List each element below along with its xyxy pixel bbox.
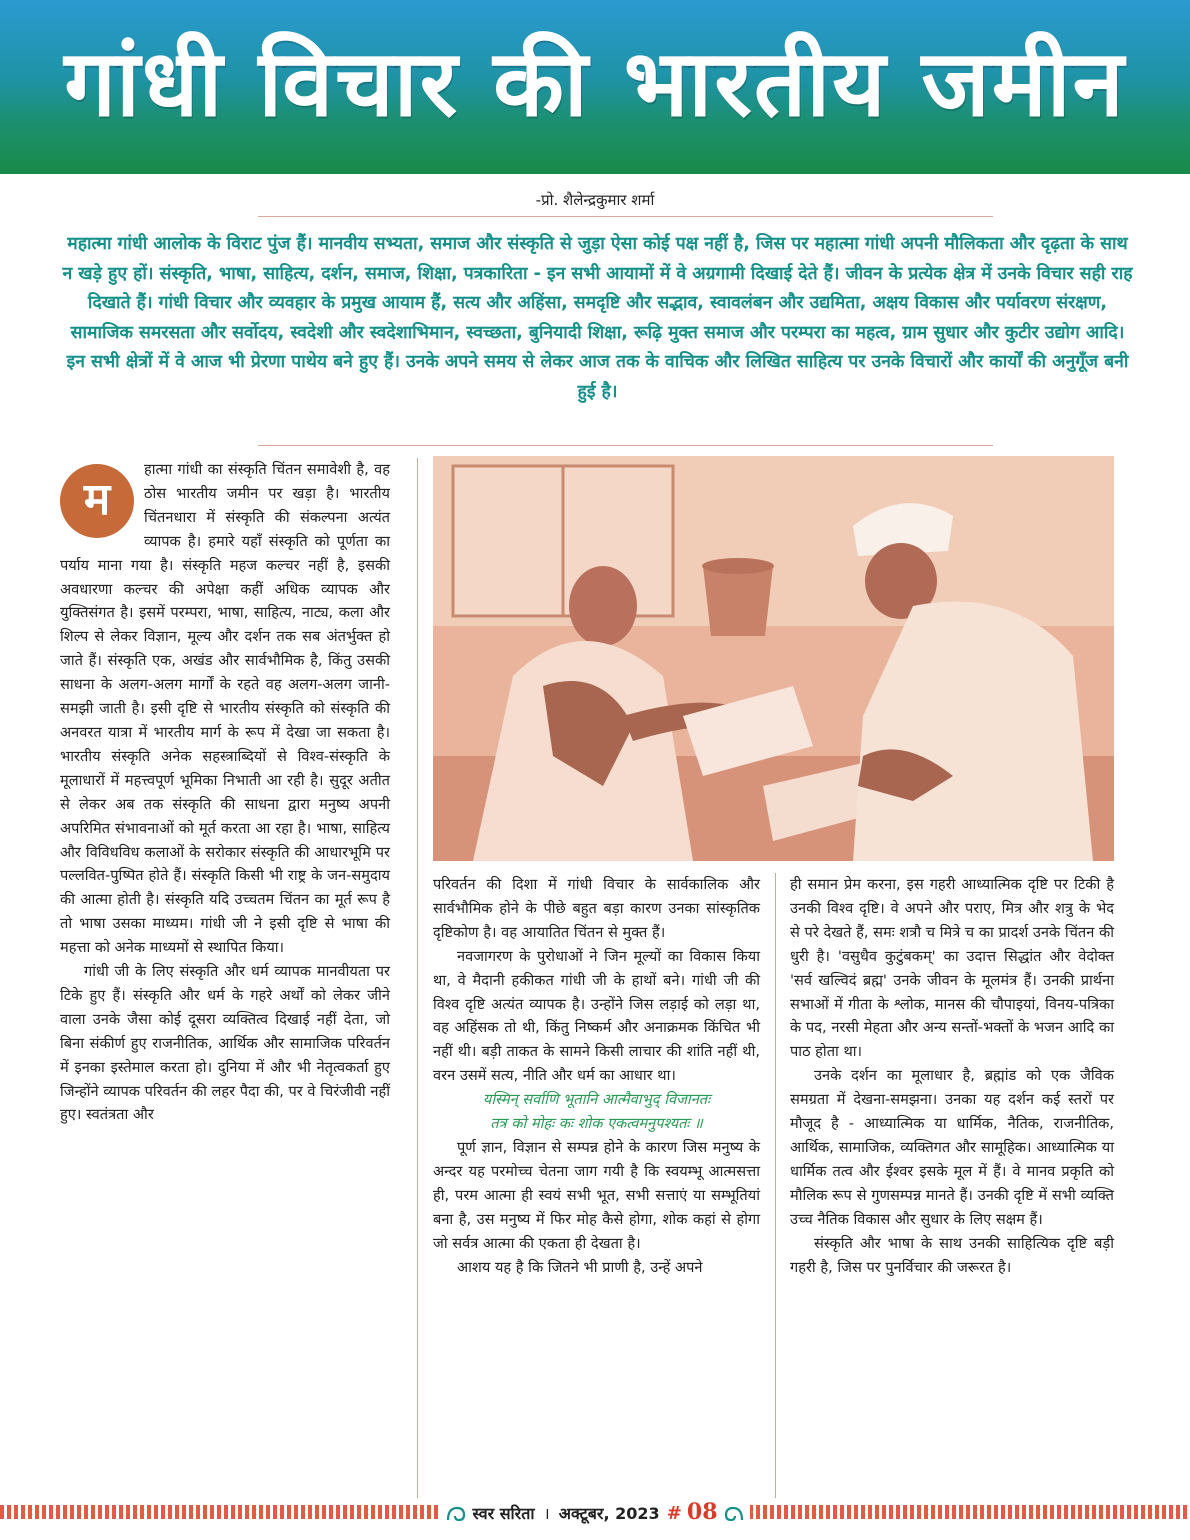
paragraph: संस्कृति और भाषा के साथ उनकी साहित्यिक दृष्टि बड़ी गहरी है, जिस पर पुनर्विचार की जरूरत है। [790,1234,1114,1276]
intro-summary: महात्मा गांधी आलोक के विराट पुंज हैं। मानवीय सभ्यता, समाज और संस्कृति से जुड़ा ऐसा कोई पक्ष नहीं है, जिस पर महात्मा गांधी अपनी मौलिकता और दृढ़ता के साथ न खड़े हुए हों। संस्कृति, भाषा, साहित्य, दर्शन, समाज, शिक्षा, पत्रकारिता - इन सभी आयामों में वे अग्रगामी दिखाई देते हैं। जीवन के प्रत्येक क्षेत्र में उनके विचार सही राह दिखाते हैं। गांधी विचार और व्यवहार के प्रमुख आयाम हैं, सत्य और अहिंसा, समदृष्टि और सद्भाव, स्वावलंबन और उद्यमिता, अक्षय विकास और पर्यावरण संरक्षण, सामाजिक समरसता और सर्वोदय, स्वदेशी और स्वदेशाभिमान, स्वच्छता, बुनियादी शिक्षा, रूढ़ि मुक्त समाज और परम्परा का महत्व, ग्राम सुधार और कुटीर उद्योग आदि। इन सभी क्षेत्रों में वे आज भी प्रेरणा पाथेय बने हुए हैं। उनके अपने समय से लेकर आज तक के वाचिक और लिखित साहित्य पर उनके विचारों और कार्यों की अनुगूँज बनी हुई है। [62,234,1133,402]
sanskrit-verse-line-1: यस्मिन् सर्वाणि भूतानि आत्मैवाभुद् विजानतः [482,1091,711,1109]
divider-mid [258,445,993,446]
paragraph: नवजागरण के पुरोधाओं ने जिन मूल्यों का विकास किया था, वे मैदानी हकीकत गांधी जी के हाथों बने। गांधी जी की विश्व दृष्टि अत्यंत व्यापक है। उन्होंने जिस लड़ाई को लड़ा था, वह अहिंसक तो थी, किंतु निष्कर्म और अनाक्रमक किंचित भी नहीं थी। बड़ी ताकत के सामने किसी लाचार की शांति नहीं थी, वरन उसमें सत्य, नीति और धर्म का आधार था। [433,947,760,1085]
paragraph: पूर्ण ज्ञान, विज्ञान से सम्पन्न होने के कारण जिस मनुष्य के अन्दर यह परमोच्च चेतना जाग गयी है कि स्वयम्भू आत्मसत्ता ही, परम आत्मा ही स्वयं सभी भूत, सभी सत्ताएं या सम्भूतियां बना है, उस मनुष्य में फिर मोह कैसे होगा, शोक कहां से होगा जो सर्वत्र आत्मा की एकता ही देखता है। [433,1138,760,1252]
page-footer [440,1496,750,1530]
column-divider [775,873,776,1498]
page-title: गांधी विचार की भारतीय जमीन [64,30,1126,137]
magazine-name: स्वर सरिता [472,1504,535,1523]
swirl-ornament-icon [445,1504,467,1526]
article-column-2 [433,873,760,1279]
page-number: 08 [686,1499,718,1525]
article-column-1 [60,458,390,1127]
issue-date: अक्टूबर, 2023 [558,1504,660,1523]
photo-illustration [433,456,1114,861]
paragraph: आशय यह है कि जितने भी प्राणी है, उन्हें अपने [457,1258,703,1276]
paragraph: ही समान प्रेम करना, इस गहरी आध्यात्मिक दृष्टि पर टिकी है उनकी विश्व दृष्टि। वे अपने और पराए, मित्र और शत्रु के भेद से परे देखते हैं, समः शत्रौ च मित्रे च का प्रादर्श उनके चिंतन की धुरी है। 'वसुधैव कुटुंबकम्' का उदात्त सिद्धांत और वेदोक्त 'सर्व खल्विदं ब्रह्म' उनके जीवन के मूलमंत्र हैं। उनकी प्रार्थना सभाओं में गीता के श्लोक, मानस की चौपाइयां, विनय-पत्रिका के पद, नरसी मेहता और अन्य सन्तों-भक्तों के भजन आदि का पाठ होता था। [790,876,1114,1061]
footer-separator: । [543,1504,550,1523]
page-hash: # [666,1503,682,1524]
paragraph: परिवर्तन की दिशा में गांधी विचार के सार्वकालिक और सार्वभौमिक होने के पीछे बहुत बड़ा कारण उनका सांस्कृतिक दृष्टिकोण है। वह आयातित चिंतन से मुक्त हैं। [433,876,760,941]
article-column-3 [790,873,1114,1279]
title-banner [0,0,1190,174]
paragraph: हात्मा गांधी का संस्कृति चिंतन समावेशी है, वह ठोस भारतीय जमीन पर खड़ा है। भारतीय चिंतनधारा में संस्कृति की संकल्पना अत्यंत व्यापक है। हमारे यहाँ संस्कृति को पूर्णता का पर्याय माना गया है। संस्कृति महज कल्चर नहीं है, इसकी अवधारणा कल्चर की अपेक्षा कहीं अधिक व्यापक और युक्तिसंगत है। इसमें परम्परा, भाषा, साहित्य, नाट्य, कला और शिल्प से लेकर विज्ञान, मूल्य और दर्शन तक सब अंतर्भुक्त हो जाते हैं। संस्कृति एक, अखंड और सार्वभौमिक है, किंतु उसकी साधना के अलग-अलग मार्गों के रहते वह अलग-अलग जानी-समझी जाती है। इसी दृष्टि से भारतीय संस्कृति को संस्कृति की अनवरत यात्रा में भारतीय मार्ग के रूप में देखा जा सकता है। भारतीय संस्कृति अनेक सहस्त्राब्दियों से विश्व-संस्कृति के मूलाधारों में महत्त्वपूर्ण भूमिका निभाती आ रही है। सुदूर अतीत से लेकर अब तक संस्कृति की साधना द्वारा मनुष्य अपनी अपरिमित संभावनाओं को मूर्त करता आ रहा है। भाषा, साहित्य और विविधविध कलाओं के सरोकार संस्कृति की आधारभूमि पर पल्लवित-पुष्पित होते हैं। संस्कृति किसी भी राष्ट्र के जन-समुदाय की आत्मा होती है। संस्कृति यदि उच्चतम चिंतन का मूर्त रूप है तो भाषा उसका माध्यम। गांधी जी ने इसी दृष्टि से भाषा की महत्ता को अनेक माध्यमों से स्थापित किया। [60,461,390,957]
swirl-ornament-icon [723,1504,745,1526]
author-byline: -प्रो. शैलेन्द्रकुमार शर्मा [535,191,655,209]
paragraph: गांधी जी के लिए संस्कृति और धर्म व्यापक मानवीयता पर टिके हुए हैं। संस्कृति और धर्म के गहरे अर्थों को लेकर जीने वाला उनके जैसा कोई दूसरा व्यक्तित्व दिखाई नहीं देता, जो बिना संकीर्ण हुए राजनीतिक, आर्थिक और सामाजिक परिवर्तन में इनका इस्तेमाल करता हो। दुनिया में और भी नेतृत्वकर्ता हुए जिन्होंने व्यापक परिवर्तन की लहर पैदा की, पर वे चिरंजीवी नहीं हुए। स्वतंत्रता और [60,963,390,1124]
dropcap: म [60,464,134,538]
column-divider [417,458,418,1498]
historic-photo [433,456,1114,861]
divider-top [258,216,993,217]
paragraph: उनके दर्शन का मूलाधार है, ब्रह्मांड को एक जैविक समग्रता में देखना-समझना। उनका यह दर्शन कई स्तरों पर मौजूद है - आध्यात्मिक या धार्मिक, नैतिक, राजनीतिक, आर्थिक, सामाजिक, व्यक्तिगत और सामूहिक। आध्यात्मिक या धार्मिक तत्व और ईश्वर इसके मूल में हैं। वे मानव प्रकृति को मौलिक रूप से गुणसम्पन्न मानते हैं। उनकी दृष्टि में सभी व्यक्ति उच्च नैतिक विकास और सुधार के लिए सक्षम हैं। [790,1067,1114,1228]
sanskrit-verse-line-2: तत्र को मोहः कः शोक एकत्वमनुपश्यतः ॥ [490,1115,703,1133]
